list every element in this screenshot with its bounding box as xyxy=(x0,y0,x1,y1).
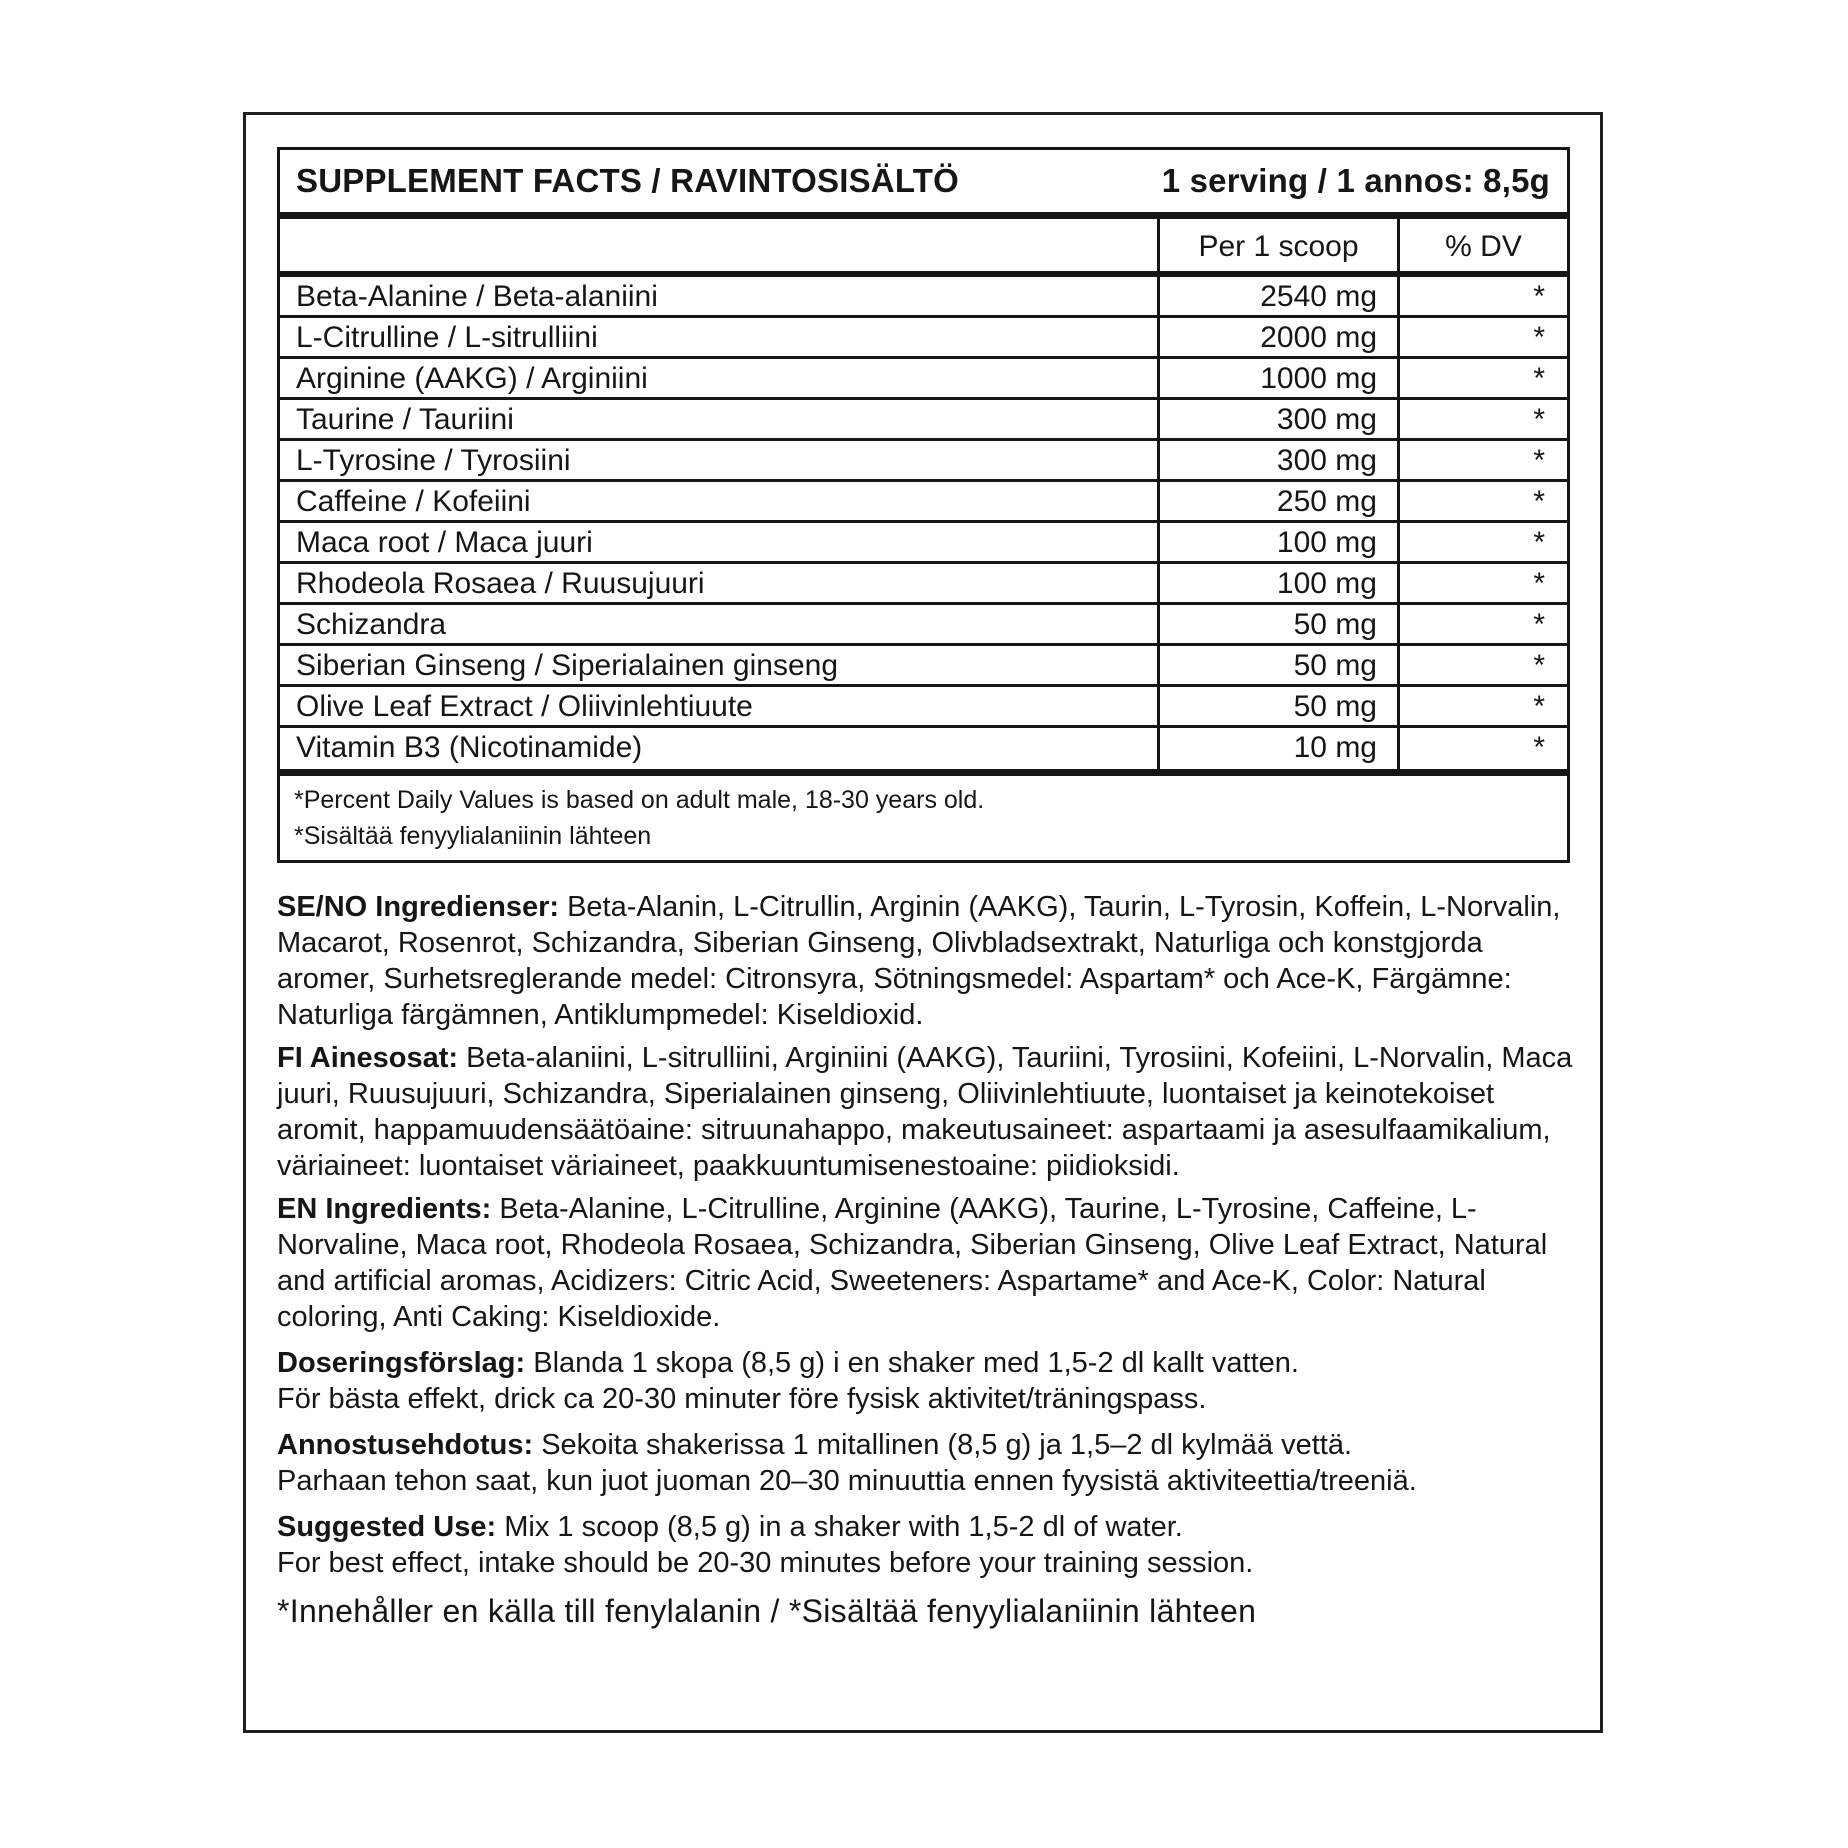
ingredient-name: Vitamin B3 (Nicotinamide) xyxy=(296,731,643,764)
dosage-label-fi: Annostusehdotus: xyxy=(277,1429,534,1461)
paragraph-text-fi: Beta-alaniini, L-sitrulliini, Arginiini (AAKG), Tauriini, Tyrosiini, Kofeiini, L-Norvalin, Maca juuri, Ruusujuuri, Schizandra, Siperialainen ginseng, Oliivinlehtiuute, luontaiset ja keinotekoiset aromit, happamuudensäätöaine: sitruunahappo, makeutusaineet: aspartaami ja asesulfaamikalium, väriaineet: luontaiset väriaineet, paakkuuntumisenestoaine: piidioksidi. xyxy=(277,1042,1573,1182)
table-row xyxy=(280,687,1567,728)
ingredient-amount: 50 mg xyxy=(1157,687,1397,725)
phenylalanine-warning: *Innehåller en källa till fenylalanin / *Sisältää fenyylialaniinin lähteen xyxy=(277,1593,1257,1629)
table-row xyxy=(280,605,1567,646)
paragraph-dosage-en xyxy=(277,1509,1587,1581)
table-row xyxy=(280,359,1567,400)
ingredient-amount: 50 mg xyxy=(1157,646,1397,684)
table-row xyxy=(280,277,1567,318)
ingredient-dv: * xyxy=(1397,400,1567,438)
ingredient-amount: 50 mg xyxy=(1157,605,1397,643)
ingredient-amount: 300 mg xyxy=(1157,441,1397,479)
ingredient-dv: * xyxy=(1397,482,1567,520)
paragraph-text-se: Beta-Alanin, L-Citrullin, Arginin (AAKG), Taurin, L-Tyrosin, Koffein, L-Norvalin, Macarot, Rosenrot, Schizandra, Siberian Ginseng, Olivbladsextrakt, Naturliga och konstgjorda aromer, Surhetsreglerande medel: Citronsyra, Sötningsmedel: Aspartam* och Ace-K, Färgämne: Naturliga färgämnen, Antiklumpmedel: Kiseldioxid. xyxy=(277,891,1561,1031)
ingredient-amount: 100 mg xyxy=(1157,523,1397,561)
paragraph-label-se: SE/NO Ingredienser: xyxy=(277,891,560,923)
dosage-text-se-line2: För bästa effekt, drick ca 20-30 minuter före fysisk aktivitet/träningspass. xyxy=(277,1383,1207,1415)
ingredient-name: Beta-Alanine / Beta-alaniini xyxy=(296,280,658,313)
table-row xyxy=(280,646,1567,687)
ingredient-name: Olive Leaf Extract / Oliivinlehtiuute xyxy=(296,690,753,723)
ingredient-name: Taurine / Tauriini xyxy=(296,403,514,436)
ingredient-dv: * xyxy=(1397,687,1567,725)
ingredient-dv: * xyxy=(1397,605,1567,643)
ingredient-amount: 2000 mg xyxy=(1157,318,1397,356)
ingredient-name: Arginine (AAKG) / Arginiini xyxy=(296,362,648,395)
paragraph-text-en: Beta-Alanine, L-Citrulline, Arginine (AAKG), Taurine, L-Tyrosine, Caffeine, L-Norvaline, Maca root, Rhodeola Rosaea, Schizandra, Siberian Ginseng, Olive Leaf Extract, Natural and artificial aromas, Acidizers: Citric Acid, Sweeteners: Aspartame* and Ace-K, Color: Natural coloring, Anti Caking: Kiseldioxide. xyxy=(277,1193,1548,1333)
ingredient-dv: * xyxy=(1397,359,1567,397)
ingredient-dv: * xyxy=(1397,564,1567,602)
ingredient-amount: 1000 mg xyxy=(1157,359,1397,397)
ingredient-name: L-Citrulline / L-sitrulliini xyxy=(296,321,598,354)
dosage-text-fi: Sekoita shakerissa 1 mitallinen (8,5 g) ja 1,5–2 dl kylmää vettä. xyxy=(533,1429,1353,1461)
ingredient-name: Maca root / Maca juuri xyxy=(296,526,593,559)
paragraph-dosage-se xyxy=(277,1345,1587,1417)
column-header-row xyxy=(280,219,1567,277)
table-row xyxy=(280,482,1567,523)
table-row xyxy=(280,318,1567,359)
ingredient-amount: 10 mg xyxy=(1157,728,1397,769)
ingredient-name: Rhodeola Rosaea / Ruusujuuri xyxy=(296,567,705,600)
table-row xyxy=(280,728,1567,769)
ingredient-name: Schizandra xyxy=(296,608,447,641)
facts-title: SUPPLEMENT FACTS / RAVINTOSISÄLTÖ xyxy=(296,162,959,199)
ingredient-rows xyxy=(280,277,1567,769)
footnote-phenylalanine-fi: *Sisältää fenyylialaniinin lähteen xyxy=(294,822,652,850)
footnote-daily-value: *Percent Daily Values is based on adult male, 18-30 years old. xyxy=(294,786,985,814)
paragraph-label-fi: FI Ainesosat: xyxy=(277,1042,459,1074)
dosage-text-en: Mix 1 scoop (8,5 g) in a shaker with 1,5-2 dl of water. xyxy=(496,1511,1183,1543)
ingredient-name: L-Tyrosine / Tyrosiini xyxy=(296,444,571,477)
table-footnotes xyxy=(280,769,1567,860)
ingredient-amount: 2540 mg xyxy=(1157,277,1397,315)
column-header-dv: % DV xyxy=(1397,219,1567,275)
ingredient-amount: 100 mg xyxy=(1157,564,1397,602)
dosage-label-en: Suggested Use: xyxy=(277,1511,497,1543)
ingredient-name: Caffeine / Kofeiini xyxy=(296,485,531,518)
paragraph-ingredients-fi xyxy=(277,1040,1587,1184)
table-row xyxy=(280,441,1567,482)
column-header-amount: Per 1 scoop xyxy=(1157,219,1397,275)
dosage-text-en-line2: For best effect, intake should be 20-30 minutes before your training session. xyxy=(277,1547,1254,1579)
dosage-text-se: Blanda 1 skopa (8,5 g) i en shaker med 1,5-2 dl kallt vatten. xyxy=(525,1347,1299,1379)
serving-size: 1 serving / 1 annos: 8,5g xyxy=(1161,162,1550,199)
paragraph-dosage-fi xyxy=(277,1427,1587,1499)
table-row xyxy=(280,400,1567,441)
ingredient-dv: * xyxy=(1397,441,1567,479)
ingredient-dv: * xyxy=(1397,523,1567,561)
table-row xyxy=(280,564,1567,605)
paragraph-ingredients-en xyxy=(277,1191,1587,1335)
paragraph-label-en: EN Ingredients: xyxy=(277,1193,492,1225)
ingredient-dv: * xyxy=(1397,277,1567,315)
ingredient-dv: * xyxy=(1397,318,1567,356)
dosage-text-fi-line2: Parhaan tehon saat, kun juot juoman 20–30 minuuttia ennen fyysistä aktiviteettia/treeniä. xyxy=(277,1465,1417,1497)
supplement-facts-table xyxy=(277,147,1570,863)
paragraph-ingredients-se xyxy=(277,889,1587,1033)
ingredient-dv: * xyxy=(1397,728,1567,769)
ingredient-amount: 250 mg xyxy=(1157,482,1397,520)
table-row xyxy=(280,523,1567,564)
supplement-label xyxy=(243,112,1603,1733)
ingredient-dv: * xyxy=(1397,646,1567,684)
dosage-label-se: Doseringsförslag: xyxy=(277,1347,526,1379)
ingredient-amount: 300 mg xyxy=(1157,400,1397,438)
ingredient-name: Siberian Ginseng / Siperialainen ginseng xyxy=(296,649,839,682)
facts-header xyxy=(280,150,1567,219)
column-header-blank xyxy=(280,219,1157,275)
